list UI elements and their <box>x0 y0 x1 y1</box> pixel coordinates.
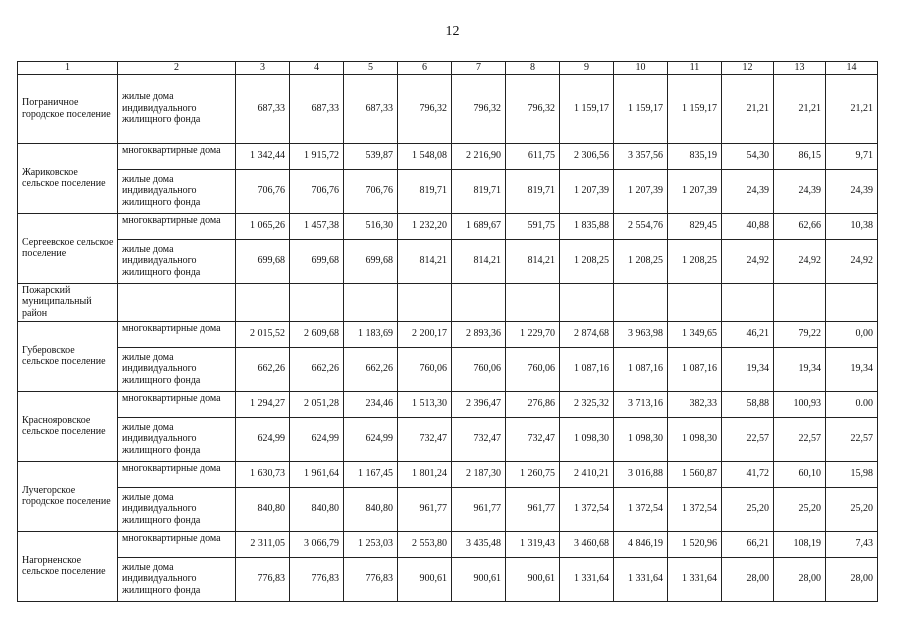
value-cell: 1 232,20 <box>398 213 452 239</box>
column-header: 2 <box>118 62 236 75</box>
value-cell: 21,21 <box>722 74 774 143</box>
value-cell: 516,30 <box>344 213 398 239</box>
column-header: 3 <box>236 62 290 75</box>
value-cell: 1 208,25 <box>560 239 614 283</box>
value-cell: 2 306,56 <box>560 143 614 169</box>
value-cell: 829,45 <box>668 213 722 239</box>
value-cell: 1 331,64 <box>668 557 722 601</box>
value-cell: 1 331,64 <box>560 557 614 601</box>
value-cell: 60,10 <box>774 461 826 487</box>
value-cell: 1 207,39 <box>614 169 668 213</box>
value-cell: 760,06 <box>398 347 452 391</box>
value-cell: 624,99 <box>290 417 344 461</box>
value-cell: 41,72 <box>722 461 774 487</box>
value-cell: 1 098,30 <box>668 417 722 461</box>
value-cell: 2 609,68 <box>290 321 344 347</box>
column-header: 10 <box>614 62 668 75</box>
value-cell: 961,77 <box>398 487 452 531</box>
value-cell: 687,33 <box>290 74 344 143</box>
housing-type: многоквартирные дома <box>118 461 236 487</box>
value-cell: 1 087,16 <box>614 347 668 391</box>
value-cell: 2 015,52 <box>236 321 290 347</box>
table-row <box>18 347 878 391</box>
value-cell: 840,80 <box>344 487 398 531</box>
value-cell: 819,71 <box>506 169 560 213</box>
value-cell <box>774 283 826 321</box>
value-cell <box>452 283 506 321</box>
value-cell: 900,61 <box>506 557 560 601</box>
value-cell: 1 208,25 <box>668 239 722 283</box>
value-cell: 687,33 <box>344 74 398 143</box>
value-cell: 1 548,08 <box>398 143 452 169</box>
value-cell: 276,86 <box>506 391 560 417</box>
value-cell: 0,00 <box>826 321 878 347</box>
housing-type: жилые дома индивидуального жилищного фонда <box>118 487 236 531</box>
settlement-name: Нагорненское сельское поселение <box>18 531 118 601</box>
value-cell: 1 167,45 <box>344 461 398 487</box>
table-row <box>18 74 878 143</box>
value-cell: 1 183,69 <box>344 321 398 347</box>
value-cell: 961,77 <box>452 487 506 531</box>
housing-type: жилые дома индивидуального жилищного фонда <box>118 557 236 601</box>
value-cell: 3 066,79 <box>290 531 344 557</box>
value-cell: 15,98 <box>826 461 878 487</box>
value-cell: 3 357,56 <box>614 143 668 169</box>
table-row <box>18 213 878 239</box>
value-cell: 1 087,16 <box>668 347 722 391</box>
value-cell: 1 372,54 <box>668 487 722 531</box>
value-cell: 4 846,19 <box>614 531 668 557</box>
table-row <box>18 417 878 461</box>
value-cell: 1 457,38 <box>290 213 344 239</box>
value-cell: 58,88 <box>722 391 774 417</box>
settlement-name: Жариковское сельское поселение <box>18 143 118 213</box>
value-cell: 1 229,70 <box>506 321 560 347</box>
value-cell: 10,38 <box>826 213 878 239</box>
housing-type: многоквартирные дома <box>118 531 236 557</box>
column-header: 1 <box>18 62 118 75</box>
table-row <box>18 239 878 283</box>
value-cell: 24,39 <box>774 169 826 213</box>
settlement-name: Краснояровское сельское поселение <box>18 391 118 461</box>
value-cell: 1 915,72 <box>290 143 344 169</box>
value-cell: 760,06 <box>452 347 506 391</box>
value-cell: 2 187,30 <box>452 461 506 487</box>
value-cell: 1 207,39 <box>560 169 614 213</box>
value-cell: 19,34 <box>722 347 774 391</box>
value-cell: 699,68 <box>236 239 290 283</box>
value-cell: 796,32 <box>398 74 452 143</box>
value-cell: 79,22 <box>774 321 826 347</box>
value-cell: 732,47 <box>506 417 560 461</box>
table-body <box>18 62 878 602</box>
housing-type: многоквартирные дома <box>118 143 236 169</box>
column-header: 11 <box>668 62 722 75</box>
value-cell: 835,19 <box>668 143 722 169</box>
value-cell: 86,15 <box>774 143 826 169</box>
value-cell: 662,26 <box>290 347 344 391</box>
table-row <box>18 169 878 213</box>
value-cell: 1 801,24 <box>398 461 452 487</box>
value-cell: 1 208,25 <box>614 239 668 283</box>
table-row <box>18 557 878 601</box>
value-cell: 7,43 <box>826 531 878 557</box>
value-cell: 624,99 <box>236 417 290 461</box>
value-cell: 2 200,17 <box>398 321 452 347</box>
value-cell: 2 311,05 <box>236 531 290 557</box>
value-cell: 814,21 <box>452 239 506 283</box>
value-cell: 706,76 <box>344 169 398 213</box>
value-cell: 25,20 <box>774 487 826 531</box>
value-cell: 382,33 <box>668 391 722 417</box>
value-cell: 108,19 <box>774 531 826 557</box>
value-cell: 687,33 <box>236 74 290 143</box>
value-cell: 840,80 <box>290 487 344 531</box>
value-cell: 1 520,96 <box>668 531 722 557</box>
value-cell: 1 560,87 <box>668 461 722 487</box>
value-cell: 1 087,16 <box>560 347 614 391</box>
housing-type: жилые дома индивидуального жилищного фонда <box>118 74 236 143</box>
value-cell: 2 554,76 <box>614 213 668 239</box>
value-cell: 1 349,65 <box>668 321 722 347</box>
value-cell: 2 051,28 <box>290 391 344 417</box>
tariff-table <box>17 61 878 602</box>
value-cell: 1 961,64 <box>290 461 344 487</box>
value-cell <box>344 283 398 321</box>
value-cell: 1 253,03 <box>344 531 398 557</box>
value-cell: 24,39 <box>722 169 774 213</box>
table-row <box>18 143 878 169</box>
value-cell: 776,83 <box>344 557 398 601</box>
column-header: 8 <box>506 62 560 75</box>
value-cell: 1 689,67 <box>452 213 506 239</box>
value-cell <box>826 283 878 321</box>
value-cell: 732,47 <box>452 417 506 461</box>
value-cell: 760,06 <box>506 347 560 391</box>
value-cell: 2 396,47 <box>452 391 506 417</box>
value-cell: 22,57 <box>722 417 774 461</box>
value-cell: 706,76 <box>236 169 290 213</box>
value-cell: 1 065,26 <box>236 213 290 239</box>
value-cell: 1 835,88 <box>560 213 614 239</box>
value-cell: 840,80 <box>236 487 290 531</box>
value-cell: 25,20 <box>826 487 878 531</box>
value-cell: 624,99 <box>344 417 398 461</box>
value-cell: 1 331,64 <box>614 557 668 601</box>
value-cell: 54,30 <box>722 143 774 169</box>
value-cell: 1 260,75 <box>506 461 560 487</box>
table-row <box>18 391 878 417</box>
column-header: 14 <box>826 62 878 75</box>
settlement-name: Пожарский муниципальный район <box>18 283 118 321</box>
value-cell: 1 319,43 <box>506 531 560 557</box>
value-cell <box>398 283 452 321</box>
value-cell: 21,21 <box>774 74 826 143</box>
value-cell: 1 513,30 <box>398 391 452 417</box>
value-cell: 1 098,30 <box>614 417 668 461</box>
value-cell: 9,71 <box>826 143 878 169</box>
value-cell: 24,92 <box>826 239 878 283</box>
value-cell: 814,21 <box>506 239 560 283</box>
column-header: 7 <box>452 62 506 75</box>
column-header: 6 <box>398 62 452 75</box>
value-cell: 0.00 <box>826 391 878 417</box>
value-cell: 591,75 <box>506 213 560 239</box>
value-cell: 2 874,68 <box>560 321 614 347</box>
value-cell <box>614 283 668 321</box>
housing-type: жилые дома индивидуального жилищного фонда <box>118 417 236 461</box>
settlement-name: Пограничное городское поселение <box>18 74 118 143</box>
value-cell: 28,00 <box>774 557 826 601</box>
value-cell: 1 159,17 <box>614 74 668 143</box>
value-cell: 1 098,30 <box>560 417 614 461</box>
value-cell <box>236 283 290 321</box>
value-cell: 24,92 <box>722 239 774 283</box>
value-cell: 776,83 <box>236 557 290 601</box>
value-cell: 3 460,68 <box>560 531 614 557</box>
value-cell: 699,68 <box>344 239 398 283</box>
value-cell: 1 159,17 <box>560 74 614 143</box>
value-cell: 100,93 <box>774 391 826 417</box>
settlement-name: Сергеевское сельское поселение <box>18 213 118 283</box>
value-cell: 46,21 <box>722 321 774 347</box>
value-cell: 3 016,88 <box>614 461 668 487</box>
value-cell: 2 410,21 <box>560 461 614 487</box>
value-cell: 662,26 <box>236 347 290 391</box>
value-cell: 819,71 <box>398 169 452 213</box>
table-row <box>18 283 878 321</box>
value-cell: 28,00 <box>826 557 878 601</box>
value-cell: 19,34 <box>826 347 878 391</box>
housing-type: многоквартирные дома <box>118 213 236 239</box>
value-cell: 699,68 <box>290 239 344 283</box>
housing-type: жилые дома индивидуального жилищного фонда <box>118 239 236 283</box>
settlement-name: Лучегорское городское поселение <box>18 461 118 531</box>
value-cell: 25,20 <box>722 487 774 531</box>
value-cell: 28,00 <box>722 557 774 601</box>
value-cell <box>560 283 614 321</box>
value-cell: 40,88 <box>722 213 774 239</box>
value-cell: 21,21 <box>826 74 878 143</box>
value-cell: 1 630,73 <box>236 461 290 487</box>
value-cell: 539,87 <box>344 143 398 169</box>
value-cell: 3 435,48 <box>452 531 506 557</box>
value-cell: 22,57 <box>826 417 878 461</box>
housing-type: жилые дома индивидуального жилищного фонда <box>118 169 236 213</box>
value-cell: 2 893,36 <box>452 321 506 347</box>
value-cell: 24,39 <box>826 169 878 213</box>
value-cell: 732,47 <box>398 417 452 461</box>
value-cell: 796,32 <box>506 74 560 143</box>
value-cell: 819,71 <box>452 169 506 213</box>
value-cell <box>668 283 722 321</box>
value-cell: 776,83 <box>290 557 344 601</box>
value-cell: 961,77 <box>506 487 560 531</box>
value-cell: 19,34 <box>774 347 826 391</box>
value-cell: 706,76 <box>290 169 344 213</box>
value-cell <box>290 283 344 321</box>
value-cell <box>722 283 774 321</box>
value-cell: 1 159,17 <box>668 74 722 143</box>
table-row <box>18 531 878 557</box>
page-number: 12 <box>445 24 460 39</box>
table-row <box>18 321 878 347</box>
value-cell: 900,61 <box>398 557 452 601</box>
column-header: 4 <box>290 62 344 75</box>
value-cell: 796,32 <box>452 74 506 143</box>
value-cell: 900,61 <box>452 557 506 601</box>
value-cell: 611,75 <box>506 143 560 169</box>
column-header: 9 <box>560 62 614 75</box>
value-cell: 1 294,27 <box>236 391 290 417</box>
table-row <box>18 461 878 487</box>
housing-type: многоквартирные дома <box>118 321 236 347</box>
value-cell: 22,57 <box>774 417 826 461</box>
value-cell: 66,21 <box>722 531 774 557</box>
column-header: 13 <box>774 62 826 75</box>
housing-type: жилые дома индивидуального жилищного фонда <box>118 347 236 391</box>
value-cell: 24,92 <box>774 239 826 283</box>
value-cell: 662,26 <box>344 347 398 391</box>
value-cell: 2 553,80 <box>398 531 452 557</box>
value-cell: 814,21 <box>398 239 452 283</box>
value-cell: 1 342,44 <box>236 143 290 169</box>
value-cell: 2 325,32 <box>560 391 614 417</box>
value-cell: 3 713,16 <box>614 391 668 417</box>
settlement-name: Губеровское сельское поселение <box>18 321 118 391</box>
value-cell: 2 216,90 <box>452 143 506 169</box>
table-row <box>18 487 878 531</box>
value-cell <box>506 283 560 321</box>
value-cell: 234,46 <box>344 391 398 417</box>
value-cell: 1 372,54 <box>560 487 614 531</box>
value-cell: 62,66 <box>774 213 826 239</box>
value-cell: 3 963,98 <box>614 321 668 347</box>
value-cell: 1 207,39 <box>668 169 722 213</box>
column-header: 12 <box>722 62 774 75</box>
housing-type <box>118 283 236 321</box>
header-row <box>18 62 878 75</box>
housing-type: многоквартирные дома <box>118 391 236 417</box>
value-cell: 1 372,54 <box>614 487 668 531</box>
column-header: 5 <box>344 62 398 75</box>
